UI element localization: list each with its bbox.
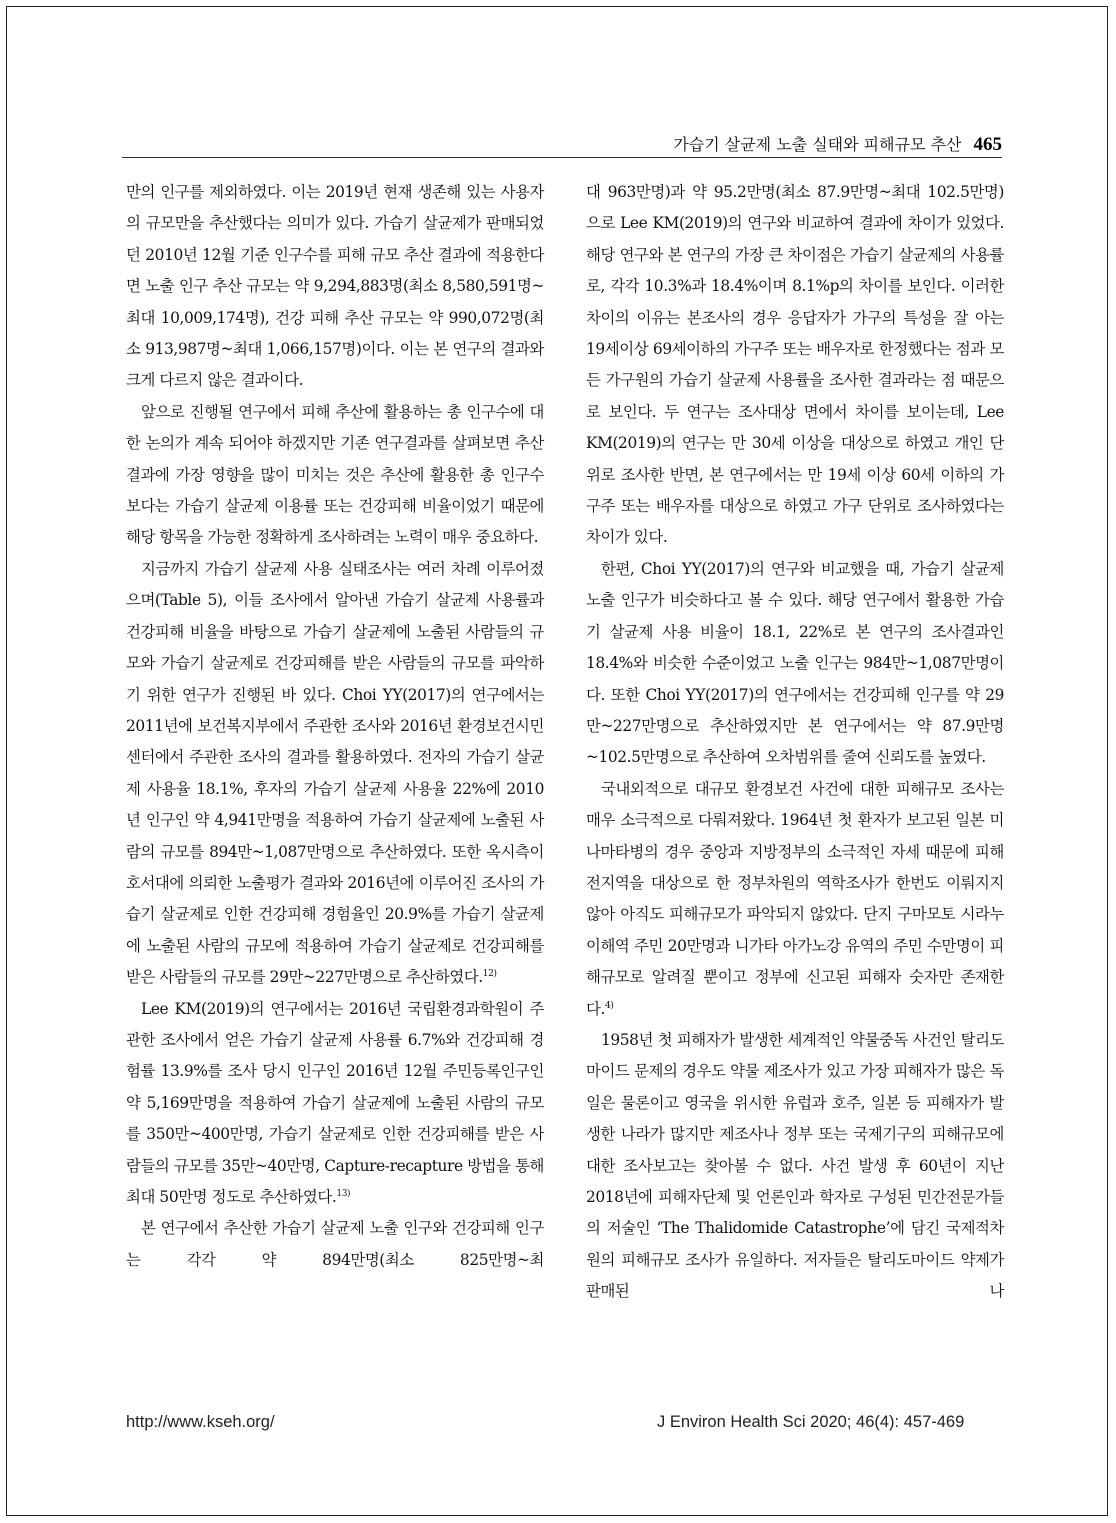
paragraph: 본 연구에서 추산한 가습기 살균제 노출 인구와 건강피해 인구는 각각 약 894만명(최소 825만명~최 — [126, 1219, 544, 1269]
running-title: 가습기 살균제 노출 실태와 피해규모 추산 — [673, 135, 962, 154]
running-header — [122, 127, 1002, 158]
reference-marker: 12) — [482, 969, 497, 980]
paragraph: 국내외적으로 대규모 환경보건 사건에 대한 피해규모 조사는 매우 소극적으로 다뤄져왔다. 1964년 첫 환자가 보고된 일본 미나마타병의 경우 중앙과 지방정부의 소극적인 자세 때문에 피해 전지역을 대상으로 한 정부차원의 역학조사가 한번도 이뤄지지 않아 아직도 피해규모가 파악되지 않았다. 단지 구마모토 시라누이해역 주민 20만명과 니가타 아가노강 유역의 주민 수만명이 피해규모로 알려질 뿐이고 정부에 신고된 피해자 숫자만 존재한다.$^{4)}$ — [586, 779, 1004, 1018]
paragraph: Lee KM(2019)의 연구에서는 2016년 국립환경과학원이 주관한 조사에서 얻은 가습기 살균제 사용률 6.7%와 건강피해 경험률 13.9%를 조사 당시 인구인 2016년 12월 주민등록인구인 약 5,169만명을 적용하여 가습기 살균제에 노출된 사람의 규모를 350만~400만명, 가습기 살균제로 인한 건강피해를 받은 사람들의 규모를 35만~40만명, Capture-recapture 방법을 통해 최대 50만명 정도로 추산하였다.$^{13)}$ — [126, 999, 545, 1206]
journal-page — [6, 6, 1108, 1516]
paragraph: 한편, Choi YY(2017)의 연구와 비교했을 때, 가습기 살균제 노출 인구가 비슷하다고 볼 수 있다. 해당 연구에서 활용한 가습기 살균제 사용 비율이 18.1, 22%로 본 연구의 조사결과인 18.4%와 비슷한 수준이었고 노출 인구는 984만~1,087만명이다. 또한 Choi YY(2017)의 연구에서는 건강피해 인구를 약 29만~227만명으로 추산하였지만 본 연구에서는 약 87.9만명~102.5만명으로 추산하여 오차범위를 줄여 신뢰도를 높였다. — [586, 559, 1004, 767]
paragraph: 지금까지 가습기 살균제 사용 실태조사는 여러 차례 이루어졌으며(Table 5), 이들 조사에서 알아낸 가습기 살균제 사용률과 건강피해 비율을 바탕으로 가습기 살균제에 노출된 사람들의 규모와 가습기 살균제로 건강피해를 받은 사람들의 규모를 파악하기 위한 연구가 진행된 바 있다. Choi YY(2017)의 연구에서는 2011년에 보건복지부에서 주관한 조사와 2016년 환경보건시민센터에서 주관한 조사의 결과를 활용하였다. 전자의 가습기 살균제 사용율 18.1%, 후자의 가습기 살균제 사용율 22%에 2010년 인구인 약 4,941만명을 적용하여 가습기 살균제에 노출된 사람의 규모를 894만~1,087만명으로 추산하였다. 또한 옥시측이 호서대에 의뢰한 노출평가 결과와 2016년에 이루어진 조사의 가습기 살균제로 인한 건강피해 경험율인 20.9%를 가습기 살균제에 노출된 사람의 규모에 적용하여 가습기 살균제로 건강피해를 받은 사람들의 규모를 29만~227만명으로 추산하였다.$^{12)}$ — [126, 559, 544, 987]
paragraph: 만의 인구를 제외하였다. 이는 2019년 현재 생존해 있는 사용자의 규모만을 추산했다는 의미가 있다. 가습기 살균제가 판매되었던 2010년 12월 기준 인구수를 피해 규모 추산 결과에 적용한다면 노출 인구 추산 규모는 약 9,294,883명(최소 8,580,591명~최대 10,009,174명), 건강 피해 추산 규모는 약 990,072명(최소 913,987명~최대 1,066,157명)이다. 이는 본 연구의 결과와 크게 다르지 않은 결과이다. — [126, 183, 544, 390]
paragraph: 앞으로 진행될 연구에서 피해 추산에 활용하는 총 인구수에 대한 논의가 계속 되어야 하겠지만 기존 연구결과를 살펴보면 추산 결과에 가장 영향을 많이 미치는 것은 추산에 활용한 총 인구수 보다는 가습기 살균제 이용률 또는 건강피해 비율이었기 때문에 해당 항목을 가능한 정확하게 조사하려는 노력이 매우 중요하다. — [126, 402, 544, 547]
right-column — [586, 177, 1004, 1308]
reference-marker: 13) — [336, 1188, 351, 1199]
page-number: 465 — [973, 134, 1002, 155]
reference-marker: 4) — [604, 1000, 614, 1011]
journal-citation: J Environ Health Sci 2020; 46(4): 457-469 — [657, 1413, 965, 1431]
journal-url[interactable]: http://www.kseh.org/ — [126, 1413, 275, 1431]
paragraph: 1958년 첫 피해자가 발생한 세계적인 약물중독 사건인 탈리도마이드 문제의 경우도 약물 제조사가 있고 가장 피해자가 많은 독일은 물론이고 영국을 위시한 유럽과 호주, 일본 등 피해자가 발생한 나라가 많지만 제조사나 정부 또는 국제기구의 피해규모에 대한 조사보고는 찾아볼 수 없다. 사건 발생 후 60년이 지난 2018년에 피해자단체 및 언론인과 학자로 구성된 민간전문가들의 저술인 ‘The Thalidomide Catastrophe’에 담긴 국제적차원의 피해규모 조사가 유일하다. 저자들은 탈리도마이드 약제가 판매된 나 — [586, 1030, 1004, 1301]
paragraph: 대 963만명)과 약 95.2만명(최소 87.9만명~최대 102.5만명)으로 Lee KM(2019)의 연구와 비교하여 결과에 차이가 있었다. 해당 연구와 본 연구의 가장 큰 차이점은 가습기 살균제의 사용률로, 각각 10.3%과 18.4%이며 8.1%p의 차이를 보인다. 이러한 차이의 이유는 본조사의 경우 응답자가 가구의 특성을 잘 아는 19세이상 69세이하의 가구주 또는 배우자로 한정했다는 점과 모든 가구원의 가습기 살균제 사용률을 조사한 결과라는 점 때문으로 보인다. 두 연구는 조사대상 면에서 차이를 보이는데, Lee KM(2019)의 연구는 만 30세 이상을 대상으로 하였고 개인 단위로 조사한 반면, 본 연구에서는 만 19세 이상 60세 이하의 가구주 또는 배우자를 대상으로 하였고 가구 단위로 조사하였다는 차이가 있다. — [586, 183, 1004, 547]
left-column — [126, 177, 544, 1276]
